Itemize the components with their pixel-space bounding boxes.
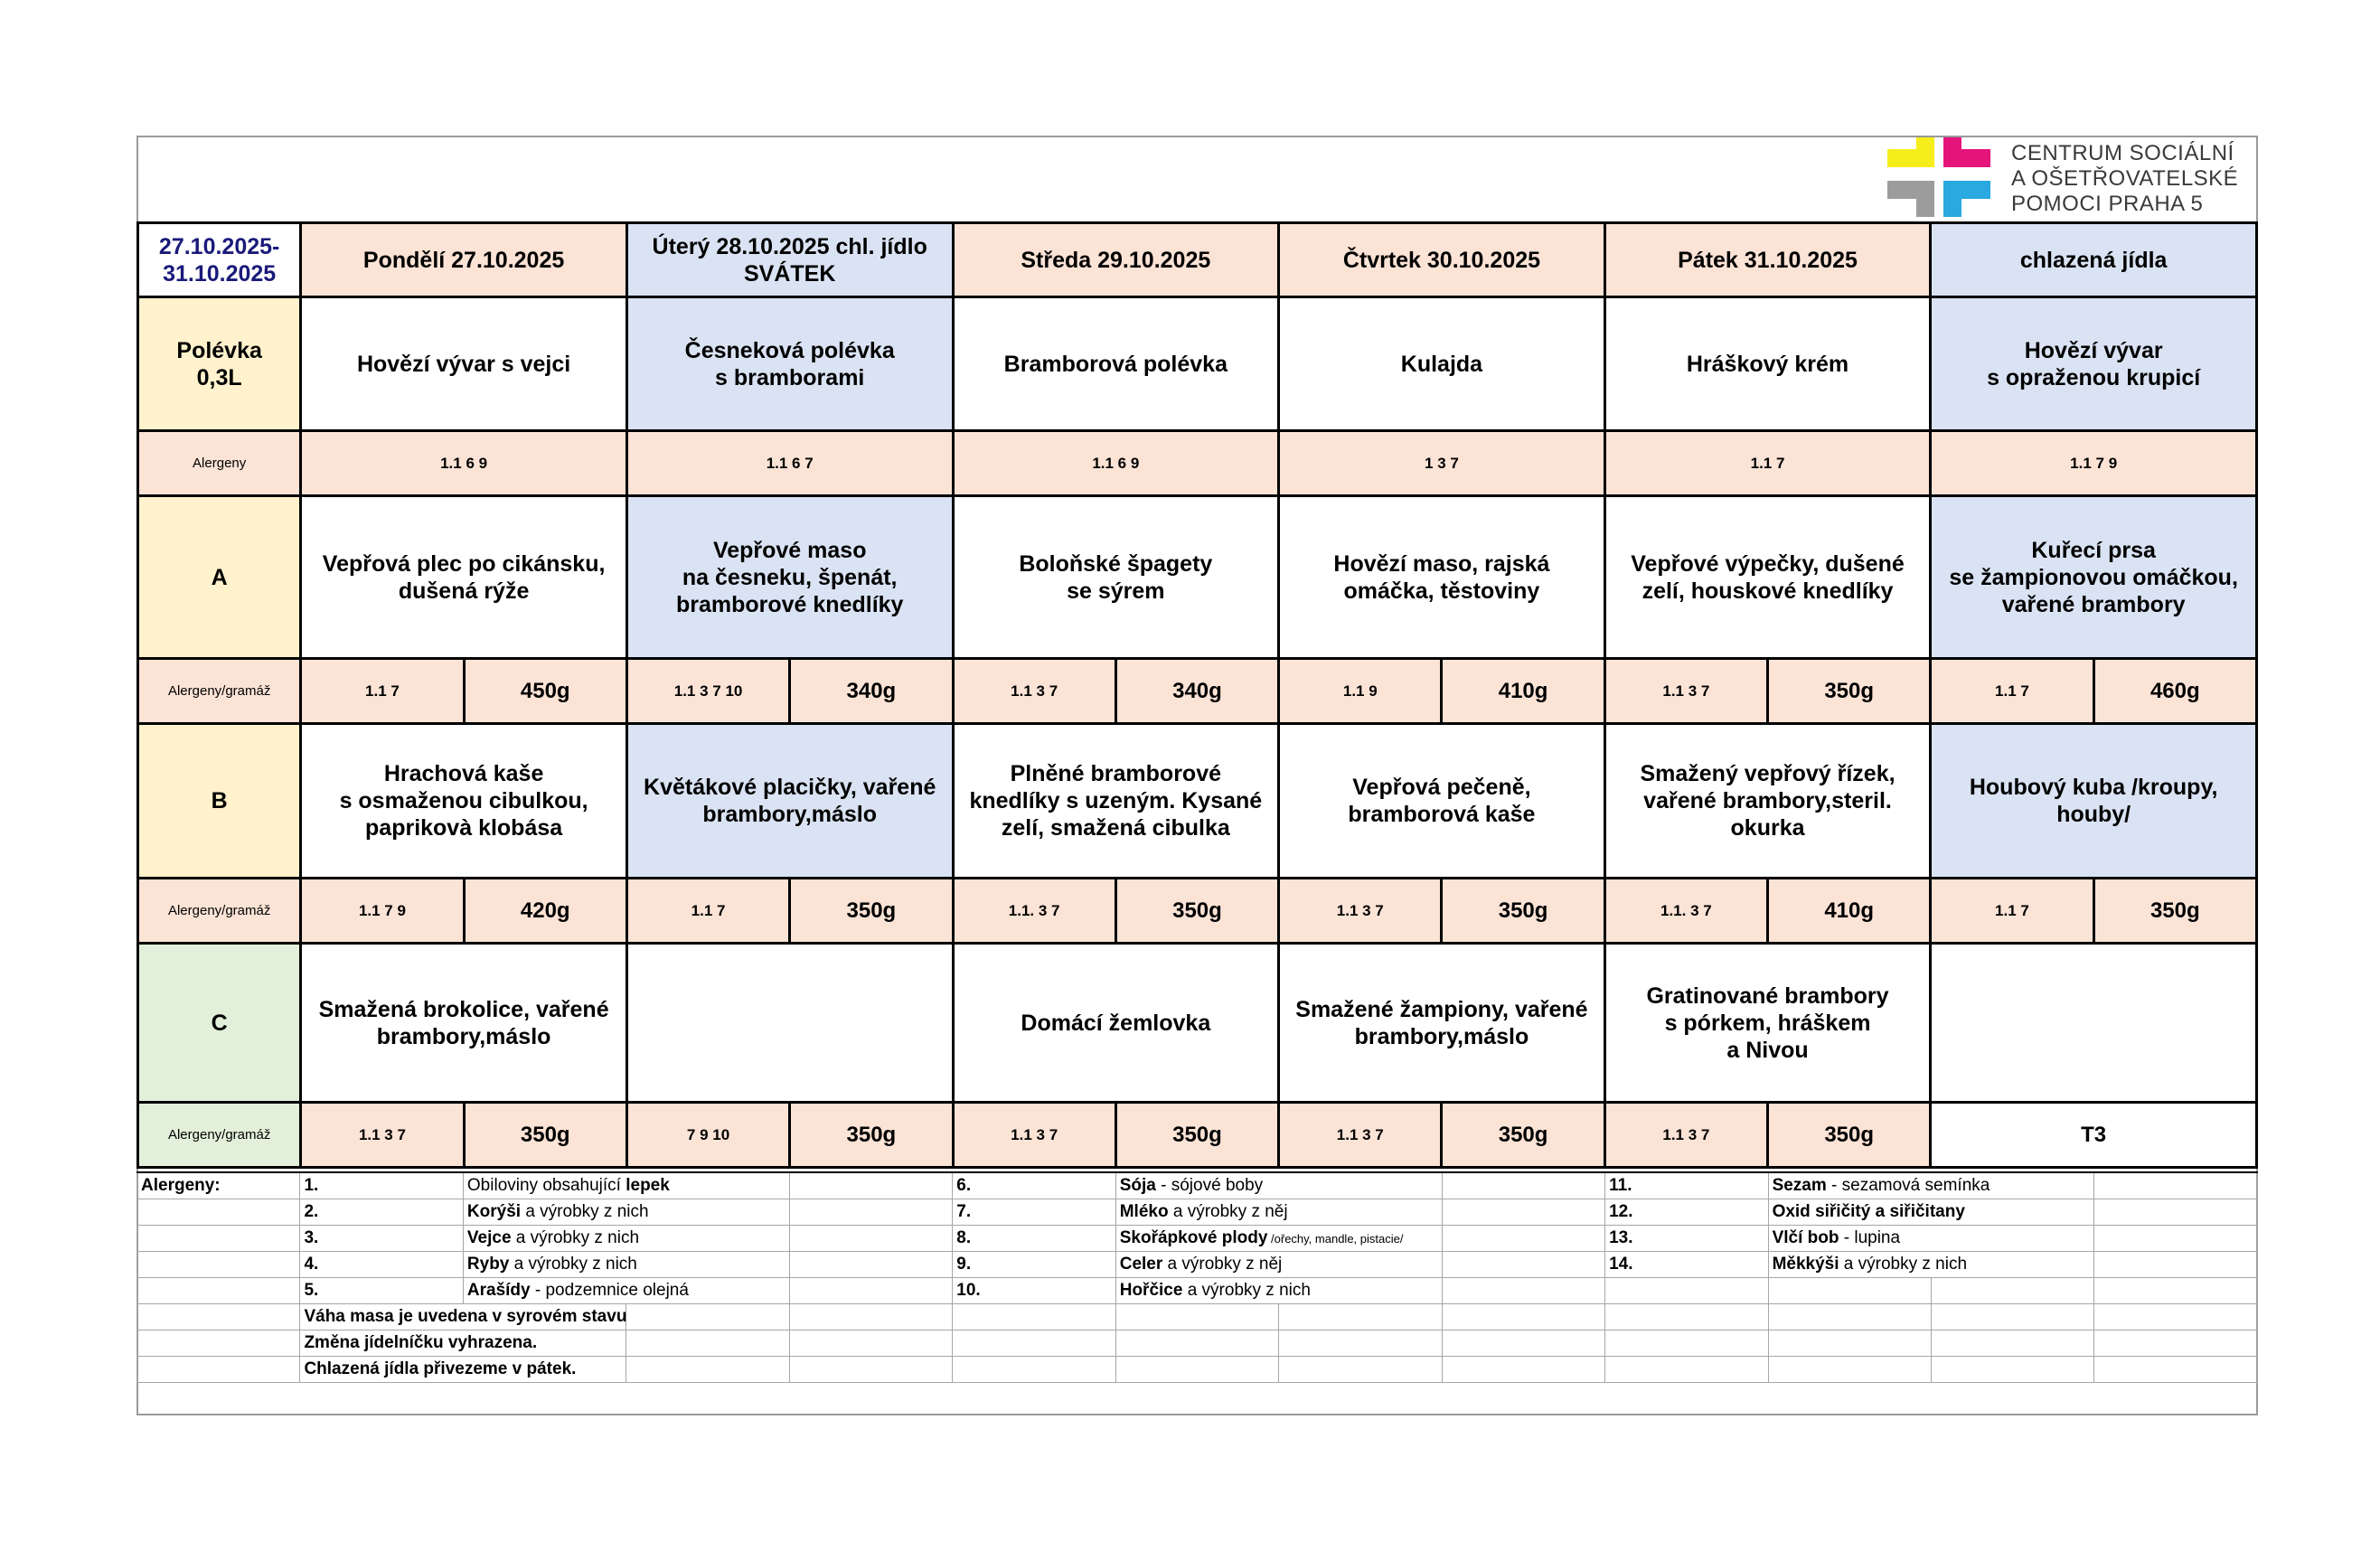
legend-row xyxy=(137,1226,2258,1252)
meal-b-weight: 350g xyxy=(790,879,953,944)
allergen-number: 14. xyxy=(1605,1252,1768,1278)
meal-a-info-label: Alergeny/gramáž xyxy=(138,659,301,724)
meal-c-weight: 350g xyxy=(1115,1103,1278,1168)
allergen-number: 9. xyxy=(953,1252,1115,1278)
allergen-description: Mléko a výrobky z něj xyxy=(1115,1199,1442,1226)
meal-c-dish xyxy=(1931,944,2257,1103)
weekly-menu-table xyxy=(136,221,2258,1169)
note-menu-change: Změna jídelníčku vyhrazena. xyxy=(300,1330,626,1357)
organization-logo xyxy=(1887,137,2249,221)
allergen-legend xyxy=(136,1171,2258,1383)
meal-b-dish: Plněné bramborové knedlíky s uzeným. Kysané zelí, smažená cibulka xyxy=(953,724,1279,879)
day-header-monday: Pondělí 27.10.2025 xyxy=(301,223,627,297)
soup-allergen-row xyxy=(138,431,2257,496)
meal-a-weight: 340g xyxy=(1115,659,1278,724)
meal-a-info-row xyxy=(138,659,2257,724)
soup-row xyxy=(138,297,2257,431)
week-period: 27.10.2025- 31.10.2025 xyxy=(138,223,301,297)
soup-dish: Hovězí vývar s vejci xyxy=(301,297,627,431)
meal-a-allergens: 1.1 3 7 xyxy=(1604,659,1767,724)
meal-b-allergens: 1.1. 3 7 xyxy=(1604,879,1767,944)
meal-a-allergens: 1.1 3 7 10 xyxy=(626,659,789,724)
meal-a-dish: Hovězí maso, rajská omáčka, těstoviny xyxy=(1279,496,1605,659)
allergen-description: Skořápkové plody /ořechy, mandle, pistacie/ xyxy=(1115,1226,1442,1252)
logo-cross-icon xyxy=(1887,137,1996,221)
meal-b-dish: Houbový kuba /kroupy, houby/ xyxy=(1931,724,2257,879)
legend-row xyxy=(137,1199,2258,1226)
soup-allergen-label: Alergeny xyxy=(138,431,301,496)
allergen-number: 4. xyxy=(300,1252,463,1278)
note-cold-delivery: Chlazená jídla přivezeme v pátek. xyxy=(300,1357,626,1383)
allergen-number: 12. xyxy=(1605,1199,1768,1226)
allergen-description: Hořčice a výrobky z nich xyxy=(1115,1278,1442,1304)
meal-b-allergens: 1.1. 3 7 xyxy=(953,879,1115,944)
meal-a-row xyxy=(138,496,2257,659)
allergen-number: 2. xyxy=(300,1199,463,1226)
day-header-cold-meals: chlazená jídla xyxy=(1931,223,2257,297)
meal-a-weight: 460g xyxy=(2093,659,2256,724)
meal-b-allergens: 1.1 7 xyxy=(1931,879,2093,944)
meal-a-dish: Kuřecí prsa se žampionovou omáčkou, vařené brambory xyxy=(1931,496,2257,659)
meal-a-weight: 350g xyxy=(1768,659,1931,724)
logo-line-1: CENTRUM SOCIÁLNÍ xyxy=(2011,141,2234,165)
allergen-description: Měkkýši a výrobky z nich xyxy=(1768,1252,2094,1278)
legend-title: Alergeny: xyxy=(137,1172,300,1199)
meal-a-weight: 450g xyxy=(464,659,626,724)
meal-b-weight: 420g xyxy=(464,879,626,944)
meal-b-weight: 350g xyxy=(1115,879,1278,944)
meal-b-allergens: 1.1 7 xyxy=(626,879,789,944)
legend-note-row xyxy=(137,1357,2258,1383)
soup-allergens: 1.1 7 9 xyxy=(1931,431,2257,496)
meal-a-allergens: 1.1 7 xyxy=(301,659,464,724)
allergen-number: 8. xyxy=(953,1226,1115,1252)
allergen-number: 5. xyxy=(300,1278,463,1304)
allergen-description: Celer a výrobky z něj xyxy=(1115,1252,1442,1278)
meal-b-allergens: 1.1 3 7 xyxy=(1279,879,1442,944)
meal-a-dish: Vepřové maso na česneku, špenát, bramborové knedlíky xyxy=(626,496,953,659)
meal-a-dish: Boloňské špagety se sýrem xyxy=(953,496,1279,659)
meal-c-weight: 350g xyxy=(790,1103,953,1168)
meal-c-weight: 350g xyxy=(1442,1103,1604,1168)
legend-row xyxy=(137,1252,2258,1278)
meal-c-dish: Smažené žampiony, vařené brambory,máslo xyxy=(1279,944,1605,1103)
legend-row xyxy=(137,1278,2258,1304)
meal-b-dish: Květákové placičky, vařené brambory,máslo xyxy=(626,724,953,879)
allergen-number: 6. xyxy=(953,1172,1115,1199)
meal-c-allergens: 1.1 3 7 xyxy=(953,1103,1115,1168)
soup-label: Polévka 0,3L xyxy=(138,297,301,431)
meal-c-weight: 350g xyxy=(464,1103,626,1168)
meal-c-allergens: 1.1 3 7 xyxy=(1279,1103,1442,1168)
meal-b-dish: Smažený vepřový řízek, vařené brambory,steril. okurka xyxy=(1604,724,1931,879)
soup-allergens: 1 3 7 xyxy=(1279,431,1605,496)
meal-b-info-row xyxy=(138,879,2257,944)
soup-allergens: 1.1 6 7 xyxy=(626,431,953,496)
meal-c-allergens: 1.1 3 7 xyxy=(301,1103,464,1168)
allergen-description: Korýši a výrobky z nich xyxy=(463,1199,789,1226)
meal-b-weight: 350g xyxy=(2093,879,2256,944)
allergen-description: Vlčí bob - lupina xyxy=(1768,1226,2094,1252)
meal-a-allergens: 1.1 7 xyxy=(1931,659,2093,724)
soup-dish: Hráškový krém xyxy=(1604,297,1931,431)
meal-b-info-label: Alergeny/gramáž xyxy=(138,879,301,944)
meal-a-allergens: 1.1 9 xyxy=(1279,659,1442,724)
meal-b-label: B xyxy=(138,724,301,879)
allergen-description: Sezam - sezamová semínka xyxy=(1768,1172,2094,1199)
meal-c-dish: Domácí žemlovka xyxy=(953,944,1279,1103)
meal-c-info-label: Alergeny/gramáž xyxy=(138,1103,301,1168)
meal-b-dish: Vepřová pečeně, bramborová kaše xyxy=(1279,724,1605,879)
header-row xyxy=(138,223,2257,297)
meal-a-dish: Vepřové výpečky, dušené zelí, houskové knedlíky xyxy=(1604,496,1931,659)
meal-a-dish: Vepřová plec po cikánsku, dušená rýže xyxy=(301,496,627,659)
legend-row xyxy=(137,1172,2258,1199)
allergen-description: Sója - sójové boby xyxy=(1115,1172,1442,1199)
meal-b-weight: 410g xyxy=(1768,879,1931,944)
meal-a-allergens: 1.1 3 7 xyxy=(953,659,1115,724)
allergen-number: 13. xyxy=(1605,1226,1768,1252)
day-header-wednesday: Středa 29.10.2025 xyxy=(953,223,1279,297)
meal-c-row xyxy=(138,944,2257,1103)
soup-allergens: 1.1 6 9 xyxy=(953,431,1279,496)
meal-a-label: A xyxy=(138,496,301,659)
allergen-description: Obiloviny obsahující lepek xyxy=(463,1172,789,1199)
day-header-tuesday: Úterý 28.10.2025 chl. jídlo SVÁTEK xyxy=(626,223,953,297)
cold-meal-code: T3 xyxy=(1931,1103,2257,1168)
soup-dish: Česneková polévka s bramborami xyxy=(626,297,953,431)
legend-note-row xyxy=(137,1304,2258,1330)
allergen-number: 1. xyxy=(300,1172,463,1199)
meal-b-row xyxy=(138,724,2257,879)
soup-allergens: 1.1 7 xyxy=(1604,431,1931,496)
meal-b-allergens: 1.1 7 9 xyxy=(301,879,464,944)
allergen-number: 7. xyxy=(953,1199,1115,1226)
soup-allergens: 1.1 6 9 xyxy=(301,431,627,496)
allergen-description: Vejce a výrobky z nich xyxy=(463,1226,789,1252)
soup-dish: Hovězí vývar s opraženou krupicí xyxy=(1931,297,2257,431)
meal-c-allergens: 7 9 10 xyxy=(626,1103,789,1168)
meal-c-dish xyxy=(626,944,953,1103)
meal-c-label: C xyxy=(138,944,301,1103)
meal-c-weight: 350g xyxy=(1768,1103,1931,1168)
soup-dish: Bramborová polévka xyxy=(953,297,1279,431)
allergen-number: 10. xyxy=(953,1278,1115,1304)
day-header-thursday: Čtvrtek 30.10.2025 xyxy=(1279,223,1605,297)
note-weight: Váha masa je uvedena v syrovém stavu xyxy=(300,1304,626,1330)
meal-c-info-row xyxy=(138,1103,2257,1168)
meal-b-dish: Hrachová kaše s osmaženou cibulkou, paprikovà klobása xyxy=(301,724,627,879)
meal-c-allergens: 1.1 3 7 xyxy=(1604,1103,1767,1168)
logo-line-3: POMOCI PRAHA 5 xyxy=(2011,192,2204,216)
meal-b-weight: 350g xyxy=(1442,879,1604,944)
allergen-number: 11. xyxy=(1605,1172,1768,1199)
legend-note-row xyxy=(137,1330,2258,1357)
meal-a-weight: 340g xyxy=(790,659,953,724)
meal-c-dish: Smažená brokolice, vařené brambory,máslo xyxy=(301,944,627,1103)
soup-dish: Kulajda xyxy=(1279,297,1605,431)
day-header-friday: Pátek 31.10.2025 xyxy=(1604,223,1931,297)
logo-line-2: A OŠETŘOVATELSKÉ xyxy=(2011,166,2239,191)
meal-a-weight: 410g xyxy=(1442,659,1604,724)
allergen-description: Ryby a výrobky z nich xyxy=(463,1252,789,1278)
meal-c-dish: Gratinované brambory s pórkem, hráškem a Nivou xyxy=(1604,944,1931,1103)
allergen-description: Oxid siřičitý a siřičitany xyxy=(1768,1199,2094,1226)
allergen-description: Arašídy - podzemnice olejná xyxy=(463,1278,789,1304)
allergen-number: 3. xyxy=(300,1226,463,1252)
